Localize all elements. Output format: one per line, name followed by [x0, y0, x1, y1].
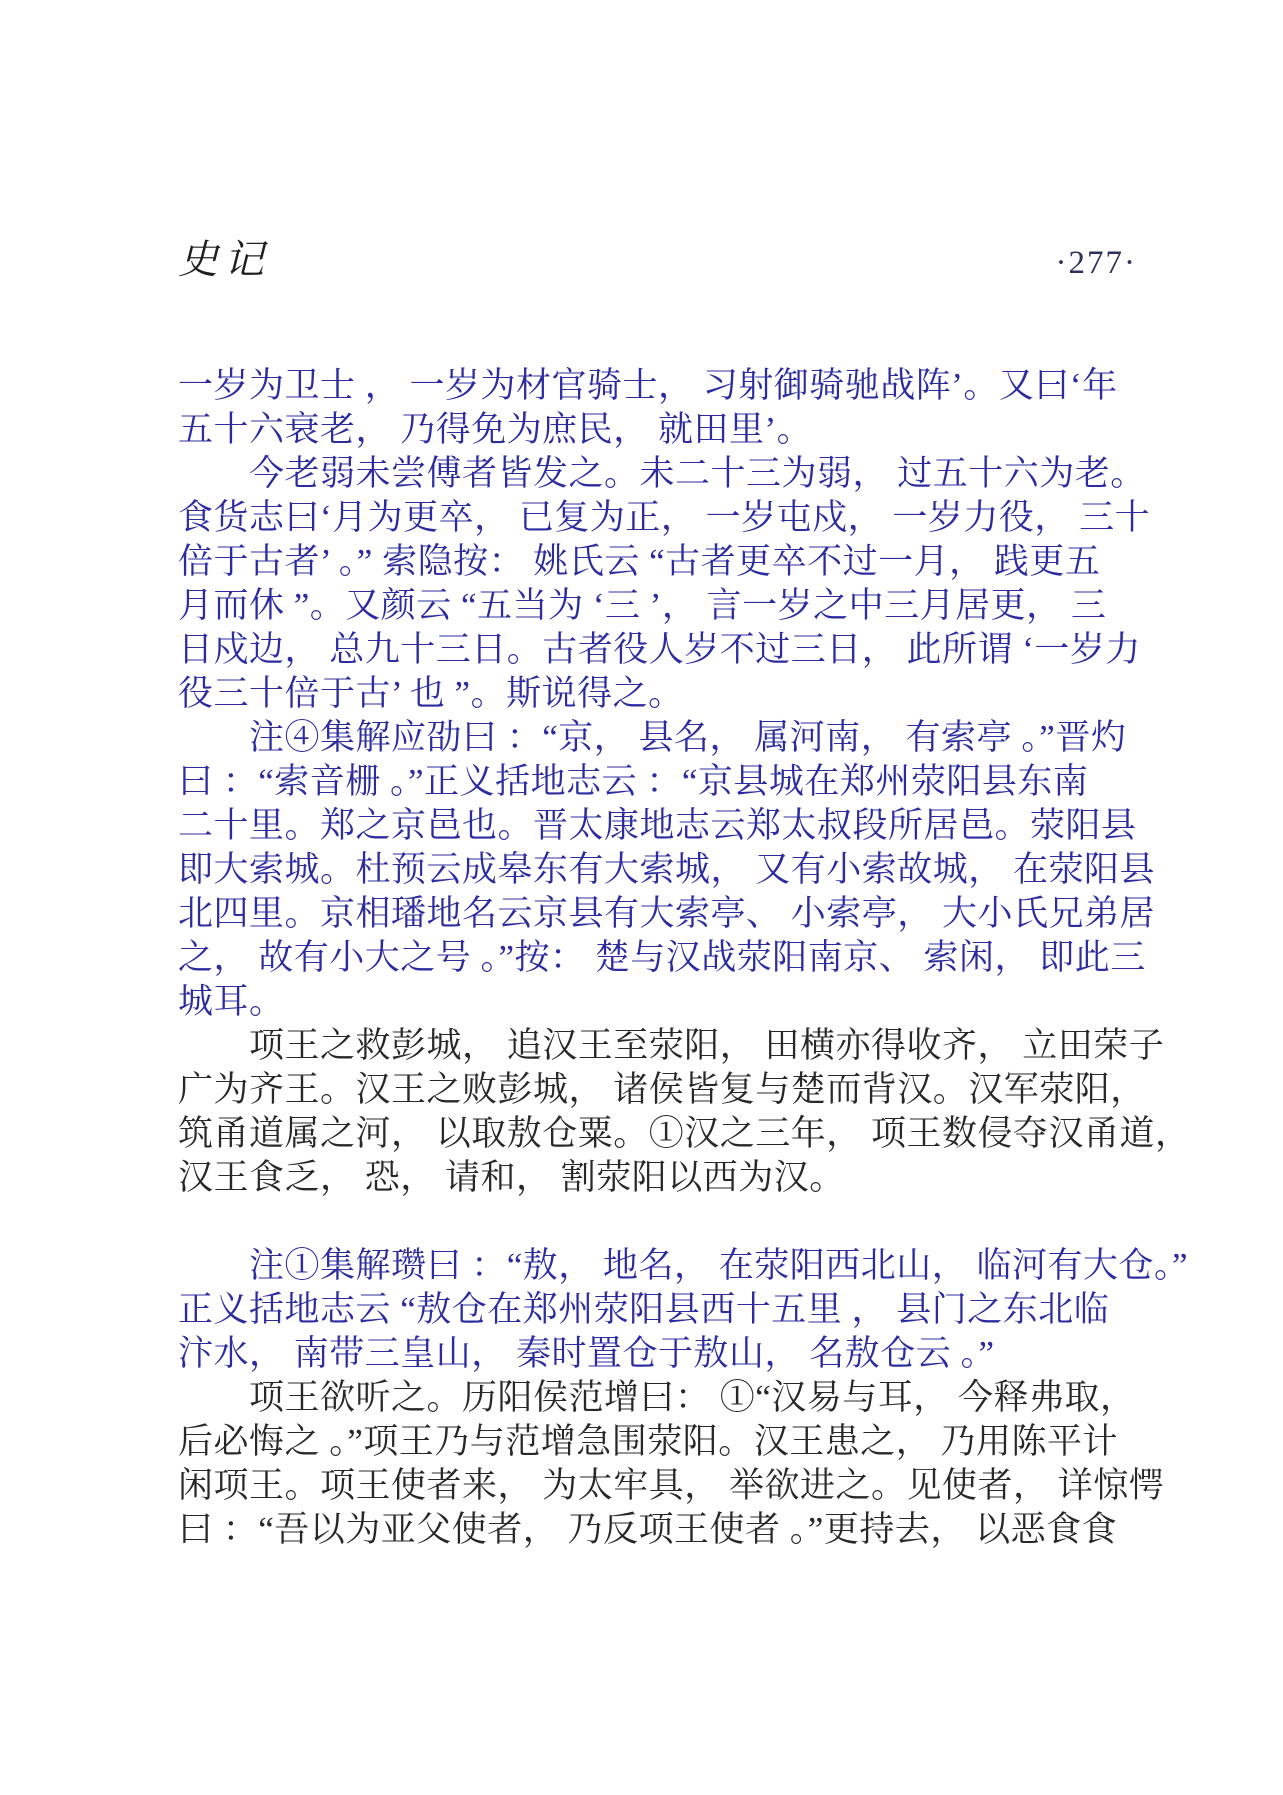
text-line: 曰 ：“索音栅 。”正义括地志云 ：“京县城在郑州荥阳县东南: [178, 762, 1089, 801]
text-line: 一岁为卫士 ， 一岁为材官骑士， 习射御骑驰战阵’。又曰‘年: [178, 366, 1118, 405]
text-line: 之， 故有小大之号 。”按： 楚与汉战荥阳南京、 索闲， 即此三: [178, 938, 1146, 977]
text-line: 后必悔之 。”项王乃与范增急围荥阳。汉王患之， 乃用陈平计: [178, 1422, 1119, 1461]
text-line: 城耳。: [178, 982, 285, 1021]
text-line: 食货志曰‘月为更卒， 已复为正， 一岁屯戍， 一岁力役， 三十: [178, 498, 1151, 537]
book-title: 史记: [178, 237, 270, 282]
text-line: 今老弱未尝傅者皆发之。未二十三为弱， 过五十六为老。: [178, 454, 1146, 493]
paragraph: [178, 1244, 1189, 1376]
text-line: 闲项王。项王使者来， 为太牢具， 举欲进之。见使者， 详惊愕: [178, 1466, 1165, 1505]
paragraph: [178, 364, 1118, 452]
text-line: 项王之救彭城， 追汉王至荥阳， 田横亦得收齐， 立田荣子: [178, 1026, 1165, 1065]
text-line: 倍于古者’ 。” 索隐按： 姚氏云 “古者更卒不过一月， 践更五: [178, 542, 1101, 581]
text-line: 广为齐王。汉王之败彭城， 诸侯皆复与楚而背汉。汉军荥阳，: [178, 1070, 1146, 1109]
text-line: 汉王食乏， 恐， 请和， 割荥阳以西为汉。: [178, 1158, 845, 1197]
page-number: ·277·: [1055, 245, 1137, 281]
text-line: 筑甬道属之河， 以取敖仓粟。①汉之三年， 项王数侵夺汉甬道，: [178, 1114, 1191, 1153]
paragraph: [178, 452, 1151, 716]
paragraph: [178, 716, 1156, 1024]
text-line: 曰 ：“吾以为亚父使者， 乃反项王使者 。”更持去， 以恶食食: [178, 1510, 1118, 1549]
text-line: 项王欲听之。历阳侯范增曰： ①“汉易与耳， 今释弗取，: [178, 1378, 1136, 1417]
text-line: 五十六衰老， 乃得免为庶民， 就田里’。: [178, 410, 813, 449]
text-line: 即大索城。杜预云成皋东有大索城， 又有小索故城， 在荥阳县: [178, 850, 1156, 889]
text-line: 月而休 ”。又颜云 “五当为 ‘三 ’， 言一岁之中三月居更， 三: [178, 586, 1107, 625]
page-header: [178, 228, 1137, 285]
paragraph: [178, 1376, 1165, 1552]
text-line: 正义括地志云 “敖仓在郑州荥阳县西十五里 ， 县门之东北临: [178, 1290, 1110, 1329]
text-line: 注④集解应劭曰 ：“京， 县名， 属河南， 有索亭 。”晋灼: [178, 718, 1127, 757]
text-line: 日戍边， 总九十三日。古者役人岁不过三日， 此所谓 ‘一岁力: [178, 630, 1141, 669]
paragraph: [178, 1024, 1191, 1200]
text-line: 注①集解瓒曰 ：“敖， 地名， 在荥阳西北山， 临河有大仓。”: [178, 1246, 1189, 1285]
text-line: 北四里。京相璠地名云京县有大索亭、 小索亭， 大小氏兄弟居: [178, 894, 1156, 933]
text-line: 役三十倍于古’ 也 ”。斯说得之。: [178, 674, 684, 713]
page-body: [178, 364, 1191, 1552]
text-line: 二十里。郑之京邑也。晋太康地志云郑太叔段所居邑。荥阳县: [178, 806, 1137, 845]
text-line: 汴水， 南带三皇山， 秦时置仓于敖山， 名敖仓云 。”: [178, 1334, 995, 1373]
